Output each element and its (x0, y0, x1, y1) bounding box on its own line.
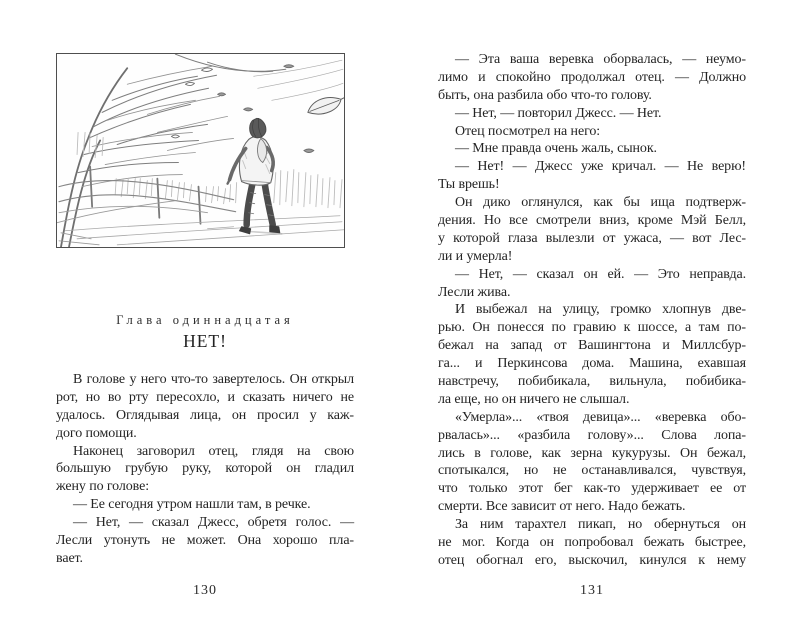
text-line: — Нет! — Джесс уже кричал. — Не верю! (455, 159, 746, 175)
text-line: Он дико оглянулся, как бы ища подтверж- (455, 195, 746, 211)
text-line: быть, она разбила обо что-то голову. (438, 87, 652, 103)
left-page (56, 0, 354, 634)
right-page-number: 131 (580, 583, 604, 598)
text-line: ла еще, но он ничего не слышал. (438, 391, 630, 407)
text-line: Лесли жива. (438, 284, 511, 300)
chapter-label: Глава одиннадцатая (116, 313, 294, 327)
text-line: лимо и спокойно продолжал отец. — Должно (438, 69, 746, 85)
text-line: бежал на запад от Вашингтона и Миллсбур- (438, 338, 746, 354)
text-line: — Нет, — сказал он ей. — Это неправда. (455, 266, 746, 282)
left-page-text (56, 371, 354, 568)
text-line: смерти. Все зависит от него. Надо бежать. (438, 499, 686, 515)
text-line: большую грубую руку, которой он гладил (56, 461, 354, 477)
text-line: Лесли утонуть не может. Она хорошо пла- (56, 533, 354, 549)
text-line: дения. Но все смотрели вниз, кроме Мэй Белл, (438, 213, 746, 229)
text-line: у которой глаза вылезли от ужаса, — вот Лес- (438, 230, 746, 246)
left-page-number: 130 (193, 583, 217, 598)
text-line: Отец посмотрел на него: (455, 123, 601, 139)
text-line: рвалась»... «разбила голову»... Слова лопа- (438, 427, 746, 443)
chapter-illustration (56, 53, 345, 248)
text-line: не мог. Когда он попробовал бежать быстрее, (438, 535, 746, 551)
boy-walking-in-wind-illustration (57, 54, 344, 247)
text-line: жену по голове: (56, 479, 150, 495)
text-line: ли и умерла! (438, 248, 513, 264)
text-line: Наконец заговорил отец, глядя на свою (73, 443, 354, 459)
text-line: рот, но во рту пересохло, и сказать ничего не (56, 389, 354, 405)
text-line: За ним тарахтел пикап, но обернуться он (455, 517, 746, 533)
text-line: удалось. Оглядывая лица, он просил у каж- (56, 407, 354, 423)
text-line: вает. (56, 550, 83, 566)
text-line: И выбежал на улицу, громко хлопнув две- (455, 302, 746, 318)
text-line: — Мне правда очень жаль, сынок. (455, 141, 657, 157)
right-page-text (438, 51, 746, 570)
text-line: что только этот бег как-то удерживает ее от (438, 481, 746, 497)
text-line: спотыкался, но не останавливался, чувствуя, (438, 463, 746, 479)
text-line: га... и Перкинсова дома. Машина, ехавшая (438, 356, 746, 372)
text-line: Ты врешь! (438, 177, 500, 193)
chapter-title: НЕТ! (183, 331, 227, 351)
text-line: — Эта ваша веревка оборвалась, — неумо- (455, 52, 746, 67)
text-line: — Нет, — повторил Джесс. — Нет. (455, 105, 662, 121)
right-page (438, 0, 746, 634)
text-line: лись в голове, как зерна кукурузы. Он бежал, (438, 445, 746, 461)
text-line: В голове у него что-то завертелось. Он открыл (73, 372, 354, 387)
text-line: отец обогнал его, выскочил, кинулся к нему (438, 552, 746, 568)
text-line: — Нет, — сказал Джесс, обретя голос. — (73, 515, 354, 531)
text-line: дого помощи. (56, 425, 137, 441)
text-line: «Умерла»... «твоя девица»... «веревка обо- (455, 409, 746, 425)
text-line: — Ее сегодня утром нашли там, в речке. (73, 497, 311, 513)
text-line: рью. Он понесся по гравию к шоссе, а там по- (438, 320, 746, 336)
text-line: навстречу, побибикала, вильнула, побибика- (438, 374, 746, 390)
